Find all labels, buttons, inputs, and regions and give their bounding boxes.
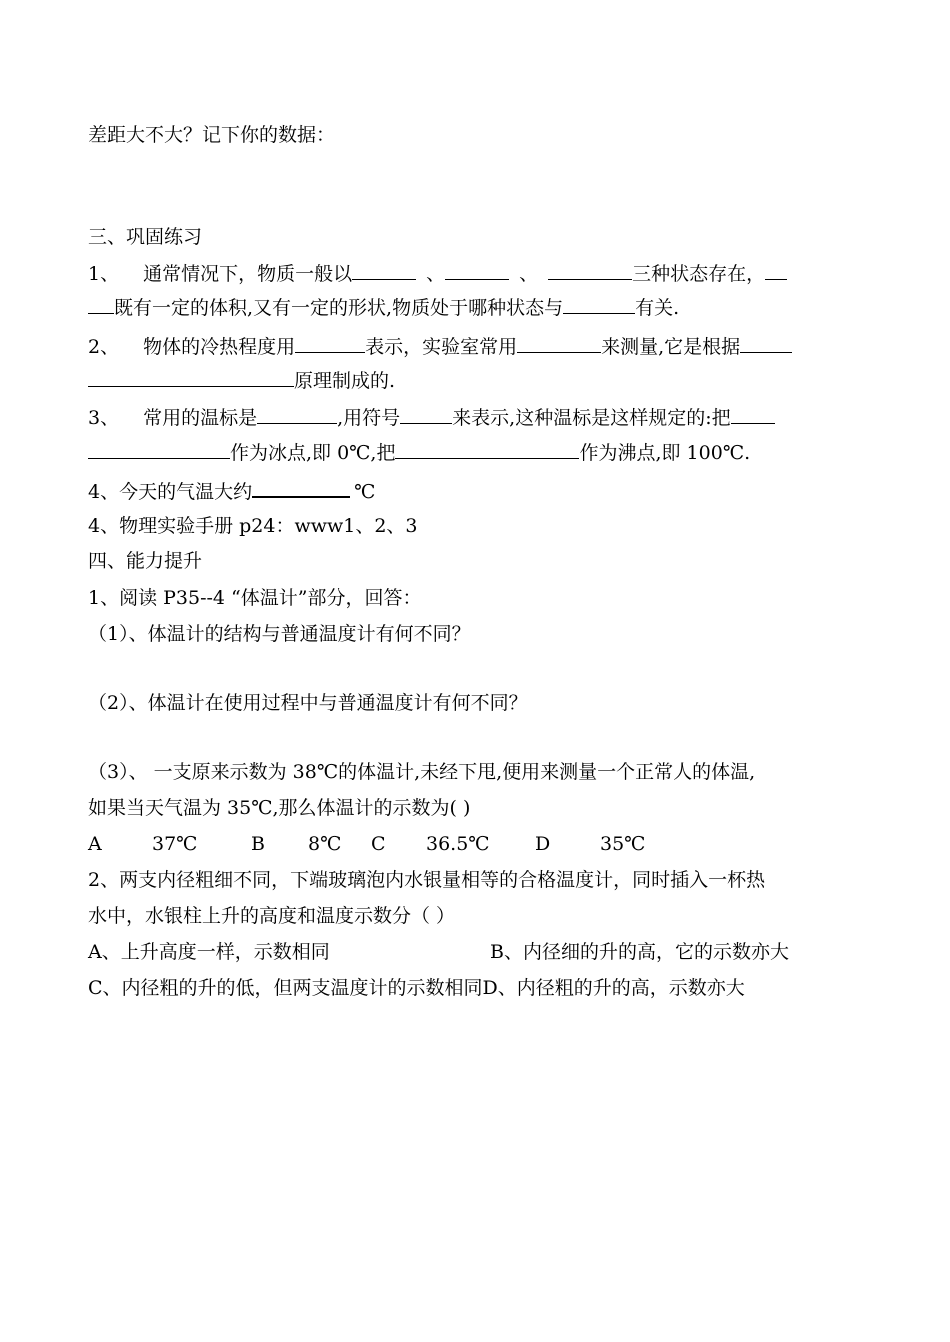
q3-text-2: ,用符号	[337, 407, 401, 429]
q1-blank-4a[interactable]	[765, 261, 787, 280]
item-1-sub-3-line-2: 如果当天气温为 35℃,那么体温计的示数为( )	[88, 797, 471, 819]
option-d-value: 35℃	[600, 833, 646, 855]
q3-blank-1[interactable]	[257, 405, 337, 424]
item-2-option-b: B、内径细的升的高，它的示数亦大	[490, 941, 789, 963]
option-c-value: 36.5℃	[426, 833, 490, 855]
q3-text-4: 作为冰点,即 0℃,把	[230, 442, 396, 464]
intro-line: 差距大不大？记下你的数据：	[88, 124, 336, 146]
question-1-line-1	[88, 261, 787, 286]
q3-blank-2[interactable]	[400, 405, 452, 424]
q1-text-4: 有关.	[635, 297, 680, 319]
q2-blank-3a[interactable]	[740, 334, 792, 353]
q1-text-2: 三种状态存在，	[632, 263, 766, 285]
q2-text-2: 表示，实验室常用	[365, 336, 518, 358]
q3-blank-3a[interactable]	[731, 405, 775, 424]
question-4a	[88, 478, 375, 504]
option-b-label: B	[251, 833, 265, 855]
item-2-line-2: 水中，水银柱上升的高度和温度示数分（ ）	[88, 905, 456, 927]
option-b-value: 8℃	[308, 833, 342, 855]
option-a-label: A	[88, 833, 102, 855]
question-4b: 4、物理实验手册 p24：www1、2、3	[88, 515, 418, 537]
q1-text-1: 通常情况下，物质一般以	[143, 263, 353, 285]
q1-number: 1、	[88, 263, 120, 285]
q4a-unit: ℃	[354, 481, 376, 503]
q3-blank-4[interactable]	[395, 440, 579, 459]
q2-text-4: 原理制成的.	[294, 370, 396, 392]
item-1-sub-1: （1）、体温计的结构与普通温度计有何不同？	[88, 623, 471, 645]
item-2-option-a: A、上升高度一样，示数相同	[88, 941, 330, 963]
q1-blank-4b[interactable]	[88, 295, 114, 314]
q1-blank-3[interactable]	[548, 261, 632, 280]
item-2-line-1: 2、两支内径粗细不同，下端玻璃泡内水银量相等的合格温度计，同时插入一杯热	[88, 869, 766, 891]
q2-number: 2、	[88, 336, 120, 358]
q1-sep-2: 、	[519, 263, 539, 285]
item-1-sub-2: （2）、体温计在使用过程中与普通温度计有何不同？	[88, 692, 528, 714]
option-c-label: C	[371, 833, 386, 855]
option-d-label: D	[535, 833, 551, 855]
item-2-option-d: D、内径粗的升的高，示数亦大	[482, 977, 745, 999]
q1-sep-1: 、	[426, 263, 446, 285]
option-a-value: 37℃	[152, 833, 198, 855]
question-2-line-2	[88, 368, 395, 393]
q4a-blank[interactable]	[252, 478, 350, 498]
question-3-line-2	[88, 440, 750, 465]
q1-blank-5[interactable]	[563, 295, 635, 314]
item-1-intro: 1、阅读 P35--4 “体温计”部分，回答：	[88, 587, 422, 609]
q2-blank-1[interactable]	[295, 334, 365, 353]
q2-text-1: 物体的冷热程度用	[143, 336, 296, 358]
item-2-option-c: C、内径粗的升的低，但两支温度计的示数相同	[88, 977, 483, 999]
q1-blank-1[interactable]	[352, 261, 416, 280]
q2-blank-3b[interactable]	[88, 368, 294, 387]
section-4-heading: 四、能力提升	[88, 550, 203, 572]
section-3-heading: 三、巩固练习	[88, 226, 203, 248]
item-2-options-cd	[88, 976, 745, 1000]
q2-blank-2[interactable]	[517, 334, 601, 353]
q1-text-3: 既有一定的体积,又有一定的形状,物质处于哪种状态与	[114, 297, 564, 319]
question-3-line-1	[88, 405, 775, 430]
q3-text-3: 来表示,这种温标是这样规定的:把	[452, 407, 731, 429]
item-1-sub-3-line-1: （3）、 一支原来示数为 38℃的体温计,未经下甩,便用来测量一个正常人的体温,	[88, 761, 756, 783]
question-1-line-2	[88, 295, 679, 320]
q3-blank-3b[interactable]	[88, 440, 230, 459]
q3-text-1: 常用的温标是	[143, 407, 258, 429]
q1-blank-2[interactable]	[445, 261, 509, 280]
question-2-line-1	[88, 334, 792, 359]
q3-text-5: 作为沸点,即 100℃.	[579, 442, 751, 464]
q2-text-3: 来测量,它是根据	[601, 336, 741, 358]
q3-number: 3、	[88, 407, 120, 429]
q4a-text-1: 4、今天的气温大约	[88, 481, 253, 503]
